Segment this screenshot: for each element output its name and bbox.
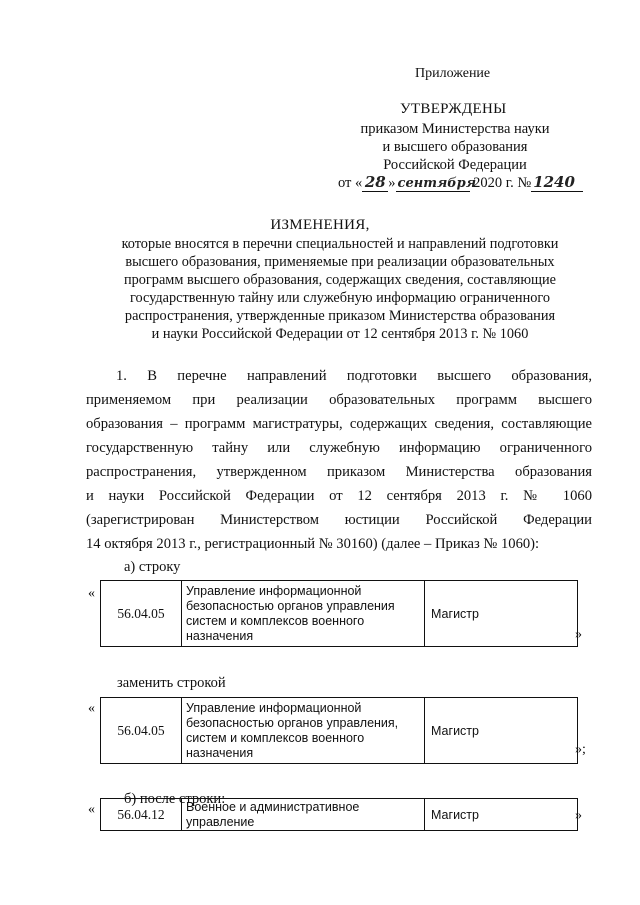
specialty-name-line: Военное и административное	[186, 799, 360, 814]
specialty-name	[182, 799, 425, 831]
order-line: приказом Министерства науки	[360, 121, 550, 137]
qualification: Магистр	[425, 799, 578, 831]
subtitle-line: государственную тайну или служебную информацию ограниченного	[129, 290, 551, 306]
table-row	[101, 581, 578, 647]
open-quote: «	[88, 802, 95, 817]
specialty-name-line: Управление информационной	[186, 583, 362, 598]
specialty-name	[182, 698, 425, 764]
specialty-table-original	[100, 580, 578, 647]
paragraph-line: 1. В перечне направлений подготовки высшего образования,	[116, 368, 592, 384]
paragraph-line: 14 октября 2013 г., регистрационный № 30160) (далее – Приказ № 1060):	[86, 536, 540, 552]
appendix-label: Приложение	[415, 66, 491, 81]
approved-heading: УТВЕРЖДЕНЫ	[400, 101, 507, 117]
order-line: и высшего образования	[382, 139, 528, 155]
specialty-name-line: систем и комплексов военного	[186, 613, 365, 628]
document-title: ИЗМЕНЕНИЯ,	[270, 217, 370, 233]
close-quote: »;	[575, 742, 586, 757]
open-quote: «	[88, 701, 95, 716]
close-quote: »	[575, 627, 582, 642]
specialty-code: 56.04.05	[101, 698, 182, 764]
paragraph-line: (зарегистрирован Министерством юстиции Российской Федерации	[86, 512, 592, 528]
handwritten-order-number: 1240	[531, 173, 583, 192]
qualification: Магистр	[425, 581, 578, 647]
close-quote: »	[575, 808, 582, 823]
specialty-name-line: систем и комплексов военного	[186, 730, 365, 745]
paragraph-line: образования – программ магистратуры, содержащих сведения, составляющие	[86, 416, 592, 432]
subtitle-line: программ высшего образования, содержащих сведения, составляющие	[123, 272, 557, 288]
specialty-name-line: назначения	[186, 745, 254, 760]
paragraph-line: и науки Российской Федерации от 12 сентября 2013 г. № 1060	[86, 488, 592, 504]
date-mid: »	[388, 175, 396, 191]
date-suffix: 2020 г. №	[469, 175, 532, 191]
specialty-code: 56.04.12	[101, 799, 182, 831]
specialty-name	[182, 581, 425, 647]
subtitle-line: высшего образования, применяемые при реализации образовательных	[125, 254, 555, 270]
specialty-name-line: назначения	[186, 628, 254, 643]
specialty-name-line: управление	[186, 814, 255, 829]
specialty-name-line: безопасностью органов управления,	[186, 715, 399, 730]
subtitle-line: и науки Российской Федерации от 12 сентября 2013 г. № 1060	[151, 326, 529, 342]
handwritten-month: сентября	[397, 176, 477, 191]
paragraph-line: государственную тайну или служебную информацию ограниченного	[86, 440, 592, 456]
subtitle-line: которые вносятся в перечни специальностей и направлений подготовки	[121, 236, 559, 252]
specialty-table-replacement	[100, 697, 578, 764]
order-date-line	[338, 173, 583, 192]
specialty-name-line: безопасностью органов управления	[186, 598, 395, 613]
specialty-table-after	[100, 798, 578, 831]
label-replace-with: заменить строкой	[117, 675, 226, 691]
handwritten-day: 28	[362, 173, 388, 192]
date-prefix: от «	[338, 175, 363, 191]
table-row	[101, 698, 578, 764]
specialty-code: 56.04.05	[101, 581, 182, 647]
label-replace-row: а) строку	[124, 559, 181, 575]
open-quote: «	[88, 586, 95, 601]
qualification: Магистр	[425, 698, 578, 764]
specialty-name-line: Управление информационной	[186, 700, 362, 715]
paragraph-line: применяемом при реализации образовательных программ высшего	[86, 392, 592, 408]
table-row	[101, 799, 578, 831]
paragraph-line: распространения, утвержденном приказом Министерства образования	[86, 464, 592, 480]
order-line: Российской Федерации	[383, 157, 527, 173]
label-after-row: б) после строки:	[124, 791, 226, 807]
subtitle-line: распространения, утвержденные приказом Министерства образования	[124, 308, 556, 324]
